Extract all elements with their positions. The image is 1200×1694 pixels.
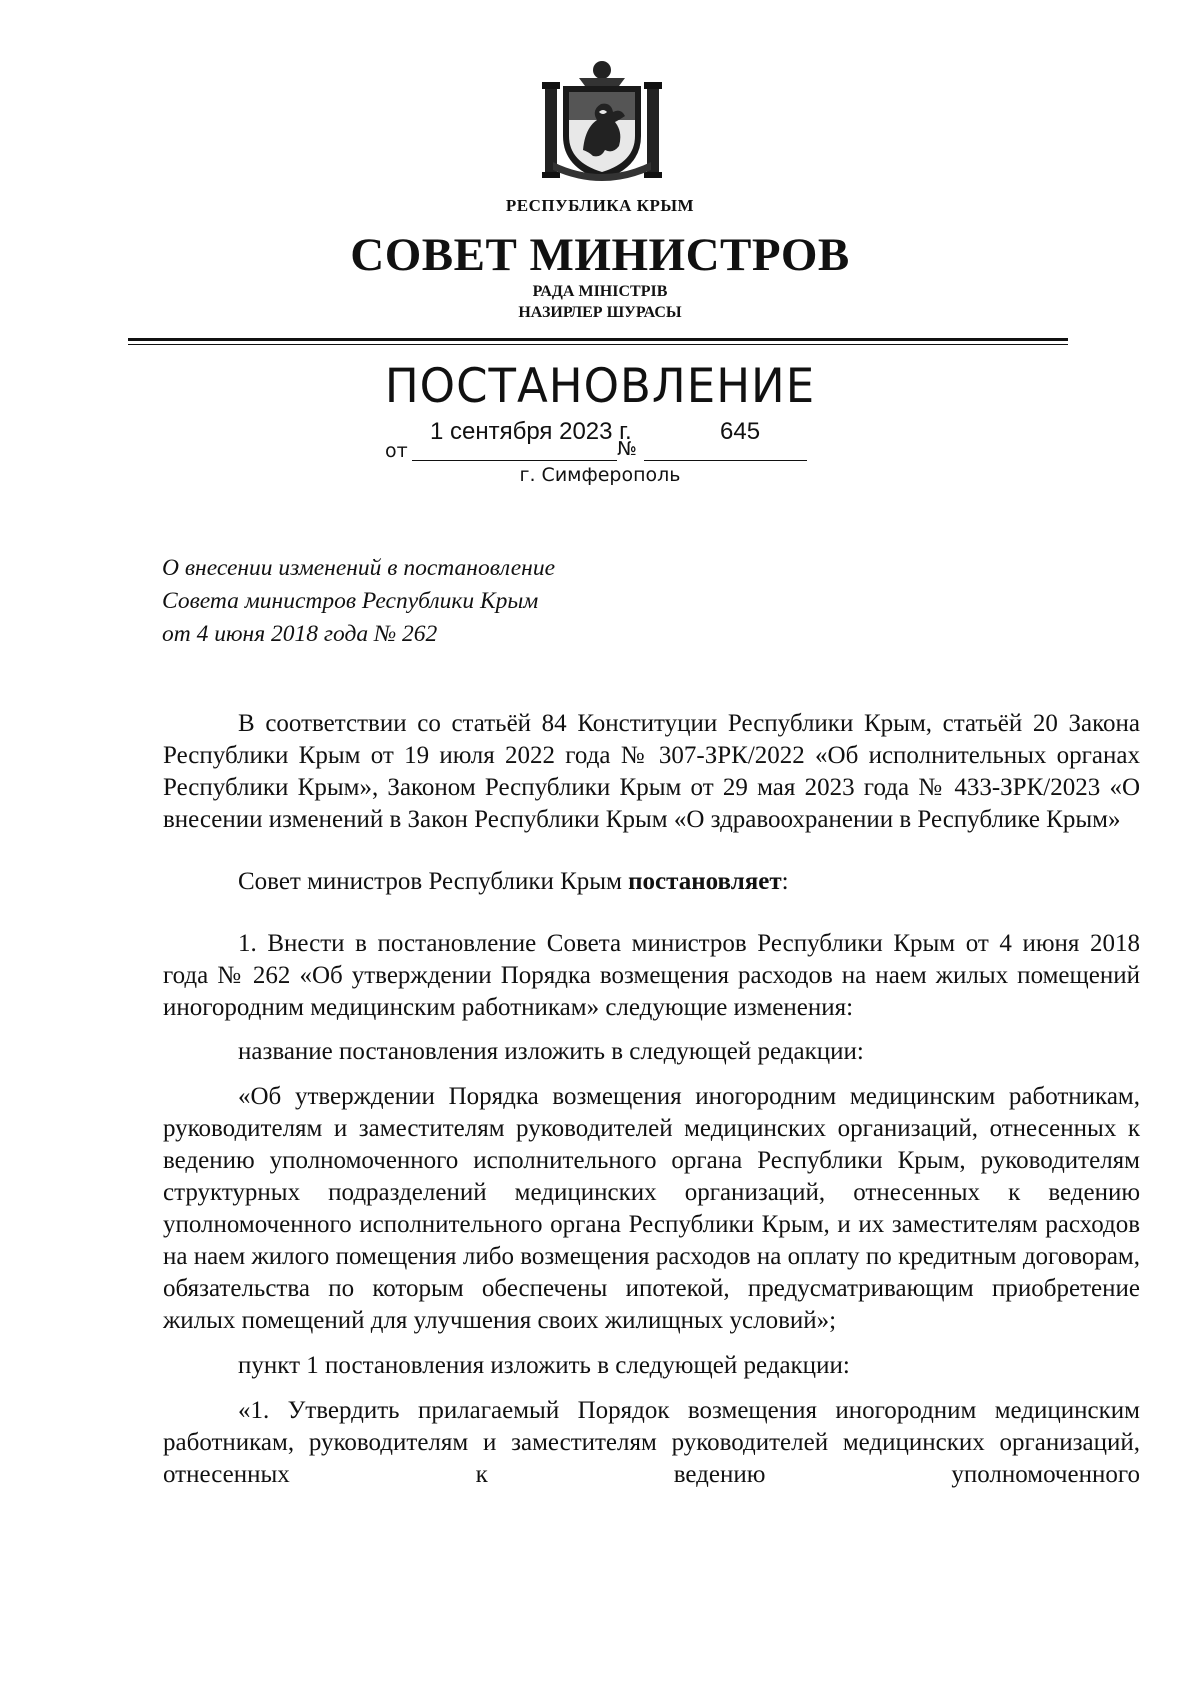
council-name: СОВЕТ МИНИСТРОВ [350, 229, 850, 281]
decides-prefix: Совет министров Республики Крым [238, 868, 629, 895]
decides-keyword: постановляет [628, 868, 782, 895]
council-name-crimean-tatar: НАЗИРЛЕР ШУРАСЫ [518, 304, 682, 321]
document-type-heading: ПОСТАНОВЛЕНИЕ [384, 357, 816, 414]
document-body [163, 708, 1140, 1491]
document-title [162, 552, 555, 651]
new-title-paragraph: «Об утверждении Порядка возмещения иногородним медицинским работникам, руководителям и заместителям руководителей медицинских организаций, отнесенных к ведению уполномоченного исполнительного органа Республики Крым, руководителям структурных подразделений медицинских организаций, отнесенных к ведению уполномоченного исполнительного органа Республики Крым, и их заместителям расходов на наем жилого помещения либо возмещения расходов на оплату по кредитным договорам, обязательства по которым обеспечены ипотекой, предусматривающим приобретение жилых помещений для улучшения своих жилищных условий»; [163, 1083, 1140, 1334]
decides-paragraph [163, 866, 1140, 898]
council-name-ukrainian: РАДА МІНІСТРІВ [532, 283, 668, 300]
document-title-line: Совета министров Республики Крым [162, 588, 539, 614]
header-divider-thin [128, 344, 1068, 345]
date-underline [412, 460, 617, 461]
preamble-paragraph: В соответствии со статьёй 84 Конституции Республики Крым, статьёй 20 Закона Республики Крым от 19 июля 2022 года № 307-ЗРК/2022 «Об исполнительных органах Республики Крым», Законом Республики Крым от 29 мая 2023 года № 433-ЗРК/2023 «О внесении изменений в Закон Республики Крым «О здравоохранении в Республике Крым» [163, 710, 1140, 833]
city-name: г. Симферополь [519, 464, 681, 486]
item-1-paragraph: 1. Внести в постановление Совета министров Республики Крым от 4 июня 2018 года № 262 «Об утверждении Порядка возмещения расходов на наем жилых помещений иногородним медицинским работникам» следующие изменения: [163, 930, 1140, 1021]
number-label: № [617, 438, 637, 460]
new-point-1-paragraph: «1. Утвердить прилагаемый Порядок возмещения иногородним медицинским работникам, руководителям и заместителям руководителей медицинских организаций, отнесенных к ведению уполномоченного [163, 1397, 1140, 1488]
header-divider-thick [128, 338, 1068, 341]
title-change-paragraph: название постановления изложить в следующей редакции: [238, 1038, 864, 1065]
document-title-line: О внесении изменений в постановление [162, 555, 556, 581]
republic-name: РЕСПУБЛИКА КРЫМ [505, 196, 695, 215]
crimea-coat-of-arms-icon [539, 58, 665, 184]
date-label: от [385, 440, 408, 462]
point-1-change-paragraph: пункт 1 постановления изложить в следующей редакции: [238, 1352, 850, 1379]
resolution-number: 645 [720, 418, 761, 445]
resolution-date: 1 сентября 2023 г. [430, 418, 632, 445]
number-underline [644, 460, 807, 461]
decides-suffix: : [781, 868, 789, 895]
document-title-line: от 4 июня 2018 года № 262 [162, 621, 438, 647]
